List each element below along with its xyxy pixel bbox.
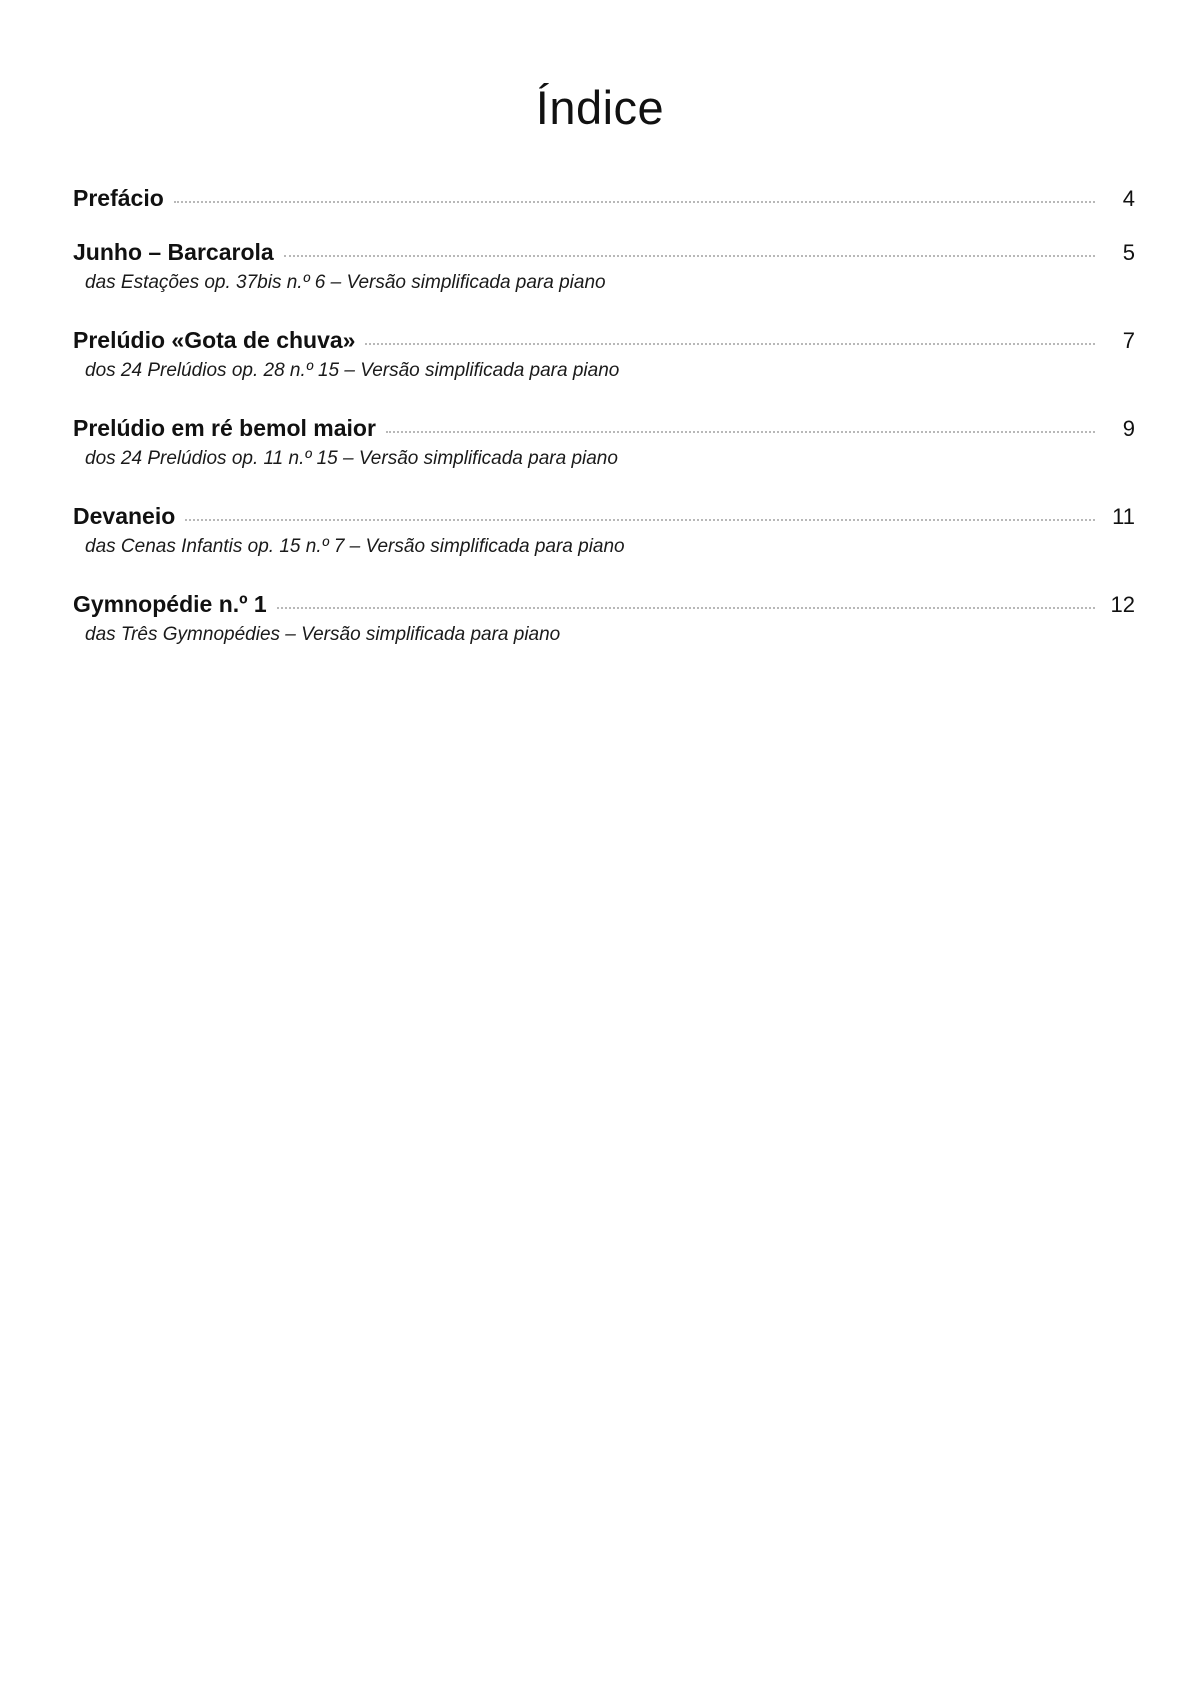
toc-entry-subtitle: dos 24 Prelúdios op. 11 n.º 15 – Versão simplificada para piano bbox=[85, 448, 618, 469]
toc-entry-title[interactable]: Gymnopédie n.º 1 bbox=[73, 591, 267, 617]
toc-entry-gymnopedie[interactable] bbox=[73, 588, 1135, 648]
toc-entry-devaneio[interactable] bbox=[73, 500, 1135, 560]
toc-entry-page-number[interactable]: 7 bbox=[1122, 328, 1135, 353]
toc-entry-subtitle: dos 24 Prelúdios op. 28 n.º 15 – Versão simplificada para piano bbox=[85, 360, 620, 381]
toc-entry-page-number[interactable]: 12 bbox=[1110, 592, 1135, 617]
toc-entry-page-number[interactable]: 4 bbox=[1122, 186, 1135, 211]
toc-entry-line bbox=[73, 588, 1135, 620]
toc-entry-line bbox=[73, 324, 1135, 356]
dot-leader bbox=[185, 519, 1095, 521]
toc-entry-title[interactable]: Junho – Barcarola bbox=[73, 239, 274, 265]
toc-entry-line bbox=[73, 412, 1135, 444]
toc-entry-subtitle: das Estações op. 37bis n.º 6 – Versão simplificada para piano bbox=[85, 272, 606, 293]
toc-entry-line bbox=[73, 236, 1135, 268]
dot-leader bbox=[284, 255, 1095, 257]
toc-entry-title[interactable]: Prelúdio em ré bemol maior bbox=[73, 415, 376, 441]
toc-entry-line bbox=[73, 500, 1135, 532]
dot-leader bbox=[386, 431, 1095, 433]
toc-entry-subtitle: das Cenas Infantis op. 15 n.º 7 – Versão simplificada para piano bbox=[85, 536, 625, 557]
toc-entry-preludio-re-bemol-maior[interactable] bbox=[73, 412, 1135, 472]
toc-entry-subtitle: das Três Gymnopédies – Versão simplificada para piano bbox=[85, 624, 561, 645]
page-title: Índice bbox=[535, 81, 665, 134]
toc-entry-preludio-gota-de-chuva[interactable] bbox=[73, 324, 1135, 384]
dot-leader bbox=[174, 201, 1095, 203]
dot-leader bbox=[365, 343, 1095, 345]
toc-entry-line bbox=[73, 182, 1135, 214]
table-of-contents bbox=[73, 182, 1135, 676]
toc-entry-title[interactable]: Devaneio bbox=[73, 503, 176, 529]
dot-leader bbox=[277, 607, 1095, 609]
toc-entry-prefacio[interactable] bbox=[73, 182, 1135, 214]
toc-entry-title[interactable]: Prelúdio «Gota de chuva» bbox=[73, 327, 356, 353]
toc-entry-junho-barcarola[interactable] bbox=[73, 236, 1135, 296]
toc-entry-title[interactable]: Prefácio bbox=[73, 185, 164, 211]
toc-entry-page-number[interactable]: 9 bbox=[1122, 416, 1135, 441]
toc-entry-page-number[interactable]: 11 bbox=[1112, 504, 1135, 529]
toc-entry-page-number[interactable]: 5 bbox=[1122, 240, 1135, 265]
